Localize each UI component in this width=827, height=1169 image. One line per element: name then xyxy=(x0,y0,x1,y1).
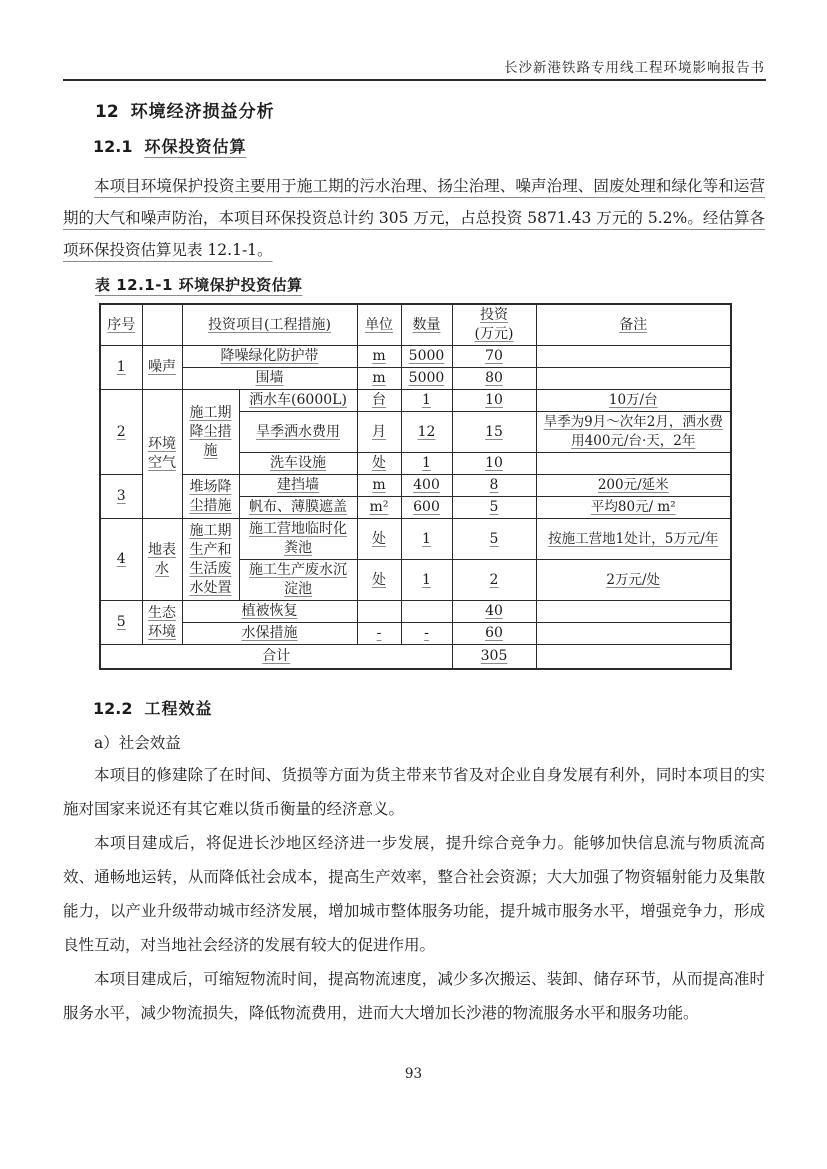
cell-item: 施工营地临时化粪池 xyxy=(239,519,357,560)
cell-qty: 400 xyxy=(401,475,452,497)
cell-unit: 台 xyxy=(357,390,401,412)
header-cell-unit: 单位 xyxy=(357,304,401,346)
table-row-water-1 xyxy=(100,519,731,560)
cell-unit: 月 xyxy=(357,412,401,453)
cell-cost: 80 xyxy=(452,368,536,390)
cell-submeasure: 施工期生产和生活废水处置 xyxy=(182,519,239,601)
section-12-2-number: 12.2 xyxy=(93,698,133,718)
cell-category: 噪声 xyxy=(142,346,182,390)
cell-category: 地表水 xyxy=(142,519,182,601)
cell-unit: m² xyxy=(357,497,401,519)
cell-qty: 1 xyxy=(401,560,452,601)
cell-unit: - xyxy=(357,623,401,645)
cell-qty xyxy=(401,601,452,623)
header-cell-item: 投资项目(工程措施) xyxy=(182,304,357,346)
cell-qty: 5000 xyxy=(401,346,452,368)
cell-category: 环境空气 xyxy=(142,390,182,519)
section-12-number: 12 xyxy=(95,102,119,122)
section-12-1-heading xyxy=(93,136,765,158)
cell-item: 施工生产废水沉淀池 xyxy=(239,560,357,601)
cell-item: 降噪绿化防护带 xyxy=(182,346,357,368)
cell-item: 帆布、薄膜遮盖 xyxy=(239,497,357,519)
header-cell-qty: 数量 xyxy=(401,304,452,346)
cell-no: 5 xyxy=(100,601,142,645)
cell-cost: 40 xyxy=(452,601,536,623)
cell-cost: 5 xyxy=(452,519,536,560)
cell-cost: 5 xyxy=(452,497,536,519)
cell-note xyxy=(536,453,731,475)
cell-qty: - xyxy=(401,623,452,645)
cell-cost: 60 xyxy=(452,623,536,645)
cell-note: 10万/台 xyxy=(536,390,731,412)
cell-item: 围墙 xyxy=(182,368,357,390)
cell-unit: 处 xyxy=(357,560,401,601)
benefit-paragraph-3: 本项目建成后，可缩短物流时间，提高物流速度，减少多次搬运、装卸、储存环节，从而提高准时服务水平，减少物流损失，降低物流费用，进而大大增加长沙港的物流服务水平和服务功能。 xyxy=(63,969,765,1022)
cell-note xyxy=(536,623,731,645)
cell-qty: 5000 xyxy=(401,368,452,390)
cell-cost: 70 xyxy=(452,346,536,368)
page-number: 93 xyxy=(404,1066,423,1082)
header-cell-cost: 投资 (万元) xyxy=(452,304,536,346)
benefit-paragraph-2: 本项目建成后，将促进长沙地区经济进一步发展，提升综合竞争力。能够加快信息流与物质流高效、通畅地运转，从而降低社会成本，提高生产效率，整合社会资源；大大加强了物资辐射能力及集散能力，以产业升级带动城市经济发展，增加城市整体服务功能，提升城市服务水平，增强竞争力，形成良性互动，对当地社会经济的发展有较大的促进作用。 xyxy=(63,833,765,954)
cell-unit: m xyxy=(357,475,401,497)
cell-item: 植被恢复 xyxy=(182,601,357,623)
cell-no: 1 xyxy=(100,346,142,390)
cell-unit: m xyxy=(357,368,401,390)
section-12-1-title: 环保投资估算 xyxy=(144,137,247,156)
section-12-1-paragraph: 本项目环境保护投资主要用于施工期的污水治理、扬尘治理、噪声治理、固废处理和绿化等和运营期的大气和噪声防治，本项目环保投资总计约 305 万元，占总投资 5871.43 万元的 5.2%。经估算各项环保投资估算见表 12.1-1。 xyxy=(63,177,765,259)
table-12-1-1-title: 表 12.1-1 环境保护投资估算 xyxy=(95,276,303,294)
cell-total-note xyxy=(536,645,731,669)
cell-unit xyxy=(357,601,401,623)
cell-item: 建挡墙 xyxy=(239,475,357,497)
table-row-eco-2 xyxy=(100,623,731,645)
table-row-noise-2 xyxy=(100,368,731,390)
cell-unit: 处 xyxy=(357,453,401,475)
cell-cost: 10 xyxy=(452,390,536,412)
section-12-1-number: 12.1 xyxy=(93,137,133,156)
cell-qty: 12 xyxy=(401,412,452,453)
cell-category: 生态环境 xyxy=(142,601,182,645)
table-row-yard-1 xyxy=(100,475,731,497)
section-12-title: 环境经济损益分析 xyxy=(130,102,275,122)
cell-note: 平均80元/ m² xyxy=(536,497,731,519)
table-row-air-1 xyxy=(100,390,731,412)
header-cell-category xyxy=(142,304,182,346)
section-12-2-title: 工程效益 xyxy=(144,698,213,718)
section-12-heading xyxy=(95,101,765,123)
table-header-row xyxy=(100,304,731,346)
cell-cost: 8 xyxy=(452,475,536,497)
cell-unit: m xyxy=(357,346,401,368)
cell-item: 水保措施 xyxy=(182,623,357,645)
cell-cost: 2 xyxy=(452,560,536,601)
cell-qty: 1 xyxy=(401,390,452,412)
cell-total-label: 合计 xyxy=(100,645,452,669)
cell-note: 2万元/处 xyxy=(536,560,731,601)
cell-item: 旱季洒水费用 xyxy=(239,412,357,453)
cell-note: 旱季为9月～次年2月，洒水费用400元/台·天，2年 xyxy=(536,412,731,453)
cell-item: 洒水车(6000L) xyxy=(239,390,357,412)
header-rule xyxy=(63,79,766,81)
cell-note xyxy=(536,346,731,368)
header-cell-note: 备注 xyxy=(536,304,731,346)
cell-item: 洗车设施 xyxy=(239,453,357,475)
table-row-total xyxy=(100,645,731,669)
section-12-2-heading xyxy=(93,698,765,720)
cell-qty: 1 xyxy=(401,519,452,560)
header-cell-no: 序号 xyxy=(100,304,142,346)
cell-cost: 15 xyxy=(452,412,536,453)
benefit-paragraph-1: 本项目的修建除了在时间、货损等方面为货主带来节省及对企业自身发展有利外，同时本项目的实施对国家来说还有其它难以货币衡量的经济意义。 xyxy=(63,765,765,818)
cell-note xyxy=(536,601,731,623)
cell-no: 3 xyxy=(100,475,142,519)
table-row-noise-1 xyxy=(100,346,731,368)
cell-qty: 600 xyxy=(401,497,452,519)
table-row-eco-1 xyxy=(100,601,731,623)
cell-no: 2 xyxy=(100,390,142,475)
cell-note xyxy=(536,368,731,390)
cell-note: 200元/延米 xyxy=(536,475,731,497)
cell-unit: 处 xyxy=(357,519,401,560)
cell-submeasure: 施工期降尘措施 xyxy=(182,390,239,475)
cell-submeasure: 堆场降尘措施 xyxy=(182,475,239,519)
cell-note: 按施工营地1处计，5万元/年 xyxy=(536,519,731,560)
cell-no: 4 xyxy=(100,519,142,601)
cell-qty: 1 xyxy=(401,453,452,475)
subsection-a-heading: a）社会效益 xyxy=(94,733,181,752)
cell-total-cost: 305 xyxy=(452,645,536,669)
cell-cost: 10 xyxy=(452,453,536,475)
investment-estimate-table xyxy=(99,303,732,670)
running-header-title: 长沙新港铁路专用线工程环境影响报告书 xyxy=(504,60,765,76)
